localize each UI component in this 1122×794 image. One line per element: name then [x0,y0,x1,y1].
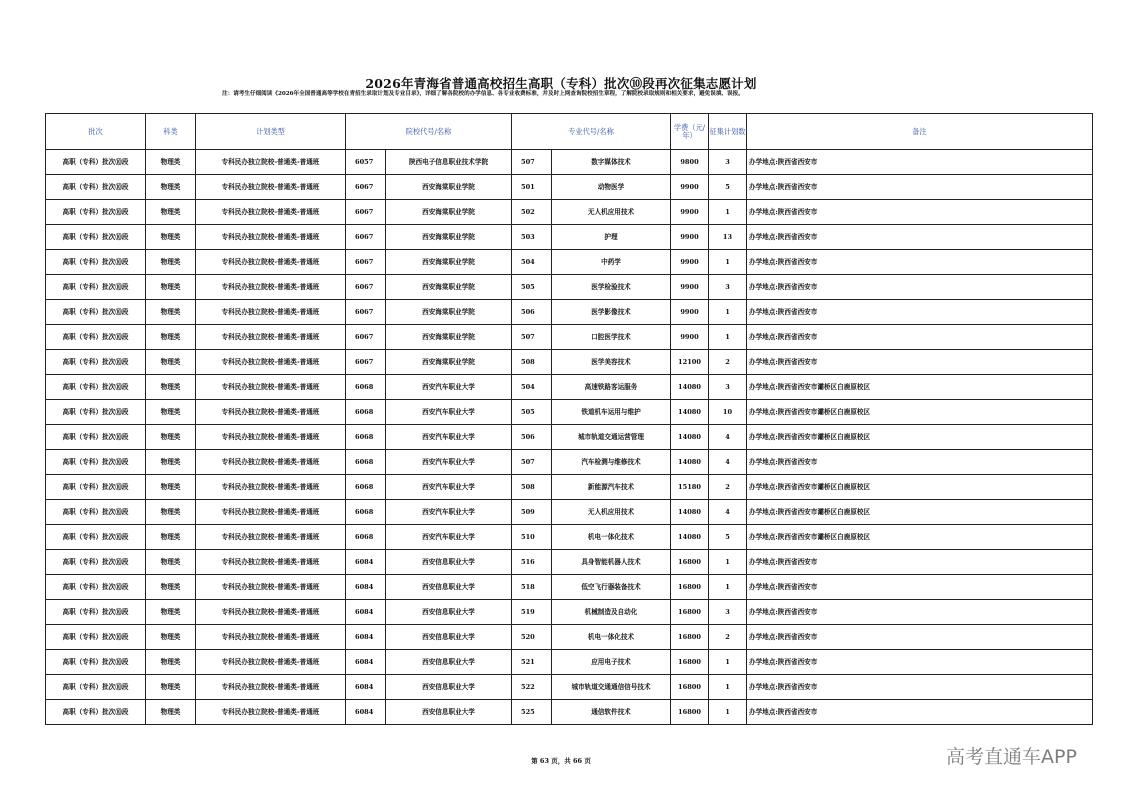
cell-plan-type: 专科民办独立院校-普通类-普通班 [196,450,346,475]
cell-major-name: 无人机应用技术 [552,500,671,525]
cell-tuition: 9900 [671,275,709,300]
cell-major-code: 520 [512,625,552,650]
cell-quota: 5 [709,525,747,550]
cell-subject: 物理类 [146,300,196,325]
cell-school-name: 西安海棠职业学院 [386,250,512,275]
cell-major-code: 508 [512,475,552,500]
cell-batch: 高职（专科）批次⑩段 [46,325,146,350]
cell-remark: 办学地点:陕西省西安市 [747,675,1093,700]
table-row [46,450,1093,475]
table-row [46,500,1093,525]
cell-major-name: 高速铁路客运服务 [552,375,671,400]
cell-plan-type: 专科民办独立院校-普通类-普通班 [196,350,346,375]
cell-quota: 2 [709,625,747,650]
cell-school-code: 6084 [346,600,386,625]
cell-school-code: 6084 [346,650,386,675]
cell-subject: 物理类 [146,400,196,425]
cell-quota: 2 [709,475,747,500]
cell-subject: 物理类 [146,600,196,625]
cell-batch: 高职（专科）批次⑩段 [46,225,146,250]
cell-quota: 4 [709,500,747,525]
cell-major-name: 应用电子技术 [552,650,671,675]
cell-major-name: 动物医学 [552,175,671,200]
cell-subject: 物理类 [146,200,196,225]
cell-subject: 物理类 [146,650,196,675]
cell-school-name: 西安海棠职业学院 [386,275,512,300]
cell-school-code: 6084 [346,700,386,725]
cell-subject: 物理类 [146,275,196,300]
cell-subject: 物理类 [146,325,196,350]
table-row [46,250,1093,275]
cell-batch: 高职（专科）批次⑩段 [46,550,146,575]
cell-batch: 高职（专科）批次⑩段 [46,450,146,475]
cell-quota: 1 [709,550,747,575]
cell-major-code: 505 [512,275,552,300]
cell-school-name: 西安信息职业大学 [386,600,512,625]
cell-tuition: 16800 [671,675,709,700]
cell-school-code: 6067 [346,175,386,200]
cell-remark: 办学地点:陕西省西安市 [747,625,1093,650]
cell-school-code: 6084 [346,675,386,700]
header-school: 院校代号/名称 [346,114,512,150]
cell-school-name: 西安汽车职业大学 [386,400,512,425]
cell-tuition: 16800 [671,650,709,675]
cell-major-code: 506 [512,300,552,325]
cell-subject: 物理类 [146,250,196,275]
table-row [46,200,1093,225]
cell-quota: 3 [709,600,747,625]
cell-tuition: 9900 [671,325,709,350]
cell-batch: 高职（专科）批次⑩段 [46,700,146,725]
cell-major-code: 508 [512,350,552,375]
cell-batch: 高职（专科）批次⑩段 [46,250,146,275]
cell-tuition: 9900 [671,175,709,200]
cell-major-code: 505 [512,400,552,425]
cell-quota: 1 [709,675,747,700]
table-row [46,300,1093,325]
table-row [46,375,1093,400]
cell-plan-type: 专科民办独立院校-普通类-普通班 [196,425,346,450]
cell-remark: 办学地点:陕西省西安市 [747,325,1093,350]
cell-school-name: 西安汽车职业大学 [386,475,512,500]
cell-subject: 物理类 [146,550,196,575]
cell-plan-type: 专科民办独立院校-普通类-普通班 [196,175,346,200]
cell-quota: 1 [709,300,747,325]
cell-major-name: 口腔医学技术 [552,325,671,350]
cell-major-name: 中药学 [552,250,671,275]
cell-school-name: 西安汽车职业大学 [386,425,512,450]
cell-quota: 1 [709,200,747,225]
cell-major-name: 机械制造及自动化 [552,600,671,625]
cell-batch: 高职（专科）批次⑩段 [46,600,146,625]
cell-quota: 3 [709,275,747,300]
table-row [46,550,1093,575]
cell-batch: 高职（专科）批次⑩段 [46,625,146,650]
cell-subject: 物理类 [146,625,196,650]
cell-remark: 办学地点:陕西省西安市灞桥区白鹿原校区 [747,525,1093,550]
cell-remark: 办学地点:陕西省西安市 [747,275,1093,300]
cell-school-code: 6068 [346,400,386,425]
cell-school-code: 6067 [346,300,386,325]
cell-school-code: 6067 [346,225,386,250]
header-quota: 征集计划数 [709,114,747,150]
cell-quota: 5 [709,175,747,200]
table-row [46,400,1093,425]
cell-batch: 高职（专科）批次⑩段 [46,425,146,450]
cell-school-name: 西安海棠职业学院 [386,325,512,350]
cell-plan-type: 专科民办独立院校-普通类-普通班 [196,675,346,700]
cell-school-name: 西安信息职业大学 [386,625,512,650]
cell-batch: 高职（专科）批次⑩段 [46,650,146,675]
cell-tuition: 16800 [671,700,709,725]
cell-school-name: 西安信息职业大学 [386,700,512,725]
cell-plan-type: 专科民办独立院校-普通类-普通班 [196,575,346,600]
cell-major-name: 具身智能机器人技术 [552,550,671,575]
page-number: 第 63 页，共 66 页 [531,757,591,765]
cell-major-name: 城市轨道交通通信信号技术 [552,675,671,700]
cell-major-code: 503 [512,225,552,250]
cell-batch: 高职（专科）批次⑩段 [46,675,146,700]
cell-batch: 高职（专科）批次⑩段 [46,575,146,600]
table-row [46,475,1093,500]
cell-school-code: 6084 [346,550,386,575]
cell-subject: 物理类 [146,700,196,725]
cell-school-code: 6084 [346,575,386,600]
cell-school-code: 6068 [346,500,386,525]
cell-school-code: 6067 [346,200,386,225]
cell-subject: 物理类 [146,150,196,175]
cell-quota: 1 [709,575,747,600]
cell-major-code: 518 [512,575,552,600]
cell-tuition: 14080 [671,450,709,475]
cell-school-code: 6068 [346,475,386,500]
cell-tuition: 15180 [671,475,709,500]
app-label: 高考直通车APP [946,746,1077,768]
cell-school-code: 6057 [346,150,386,175]
cell-major-code: 516 [512,550,552,575]
cell-tuition: 12100 [671,350,709,375]
cell-batch: 高职（专科）批次⑩段 [46,400,146,425]
cell-major-name: 通信软件技术 [552,700,671,725]
cell-school-code: 6068 [346,450,386,475]
cell-major-name: 医学美容技术 [552,350,671,375]
table-row [46,425,1093,450]
cell-batch: 高职（专科）批次⑩段 [46,300,146,325]
cell-subject: 物理类 [146,350,196,375]
cell-quota: 2 [709,350,747,375]
cell-major-name: 铁道机车运用与维护 [552,400,671,425]
cell-subject: 物理类 [146,525,196,550]
cell-remark: 办学地点:陕西省西安市 [747,600,1093,625]
header-major: 专业代号/名称 [512,114,671,150]
cell-major-code: 507 [512,325,552,350]
cell-subject: 物理类 [146,450,196,475]
table-row [46,600,1093,625]
cell-school-code: 6084 [346,625,386,650]
cell-remark: 办学地点:陕西省西安市 [747,700,1093,725]
table-row [46,700,1093,725]
cell-tuition: 9900 [671,250,709,275]
cell-school-name: 西安汽车职业大学 [386,525,512,550]
cell-major-code: 522 [512,675,552,700]
cell-quota: 4 [709,450,747,475]
cell-remark: 办学地点:陕西省西安市 [747,150,1093,175]
cell-remark: 办学地点:陕西省西安市 [747,200,1093,225]
table-row [46,575,1093,600]
cell-quota: 1 [709,700,747,725]
cell-subject: 物理类 [146,425,196,450]
cell-major-code: 525 [512,700,552,725]
table-row [46,675,1093,700]
cell-school-name: 西安海棠职业学院 [386,175,512,200]
cell-quota: 3 [709,150,747,175]
cell-major-code: 519 [512,600,552,625]
cell-tuition: 16800 [671,575,709,600]
table-row [46,625,1093,650]
cell-plan-type: 专科民办独立院校-普通类-普通班 [196,275,346,300]
cell-quota: 3 [709,375,747,400]
cell-school-name: 西安海棠职业学院 [386,200,512,225]
cell-batch: 高职（专科）批次⑩段 [46,175,146,200]
cell-major-code: 507 [512,150,552,175]
document-note: 注：请考生仔细阅读《2026年全国普通高等学校在青招生录取计划及专业目录》，详细了解各院校的办学信息、各专业收费标准，并及时上网查询院校招生章程，了解院校录取规则和相关要求，避免误填、误报。 [222,91,744,97]
cell-school-code: 6068 [346,525,386,550]
cell-major-name: 机电一体化技术 [552,625,671,650]
cell-school-name: 西安海棠职业学院 [386,350,512,375]
cell-school-name: 陕西电子信息职业技术学院 [386,150,512,175]
cell-school-code: 6067 [346,350,386,375]
table-row [46,325,1093,350]
cell-remark: 办学地点:陕西省西安市灞桥区白鹿原校区 [747,500,1093,525]
cell-major-code: 510 [512,525,552,550]
cell-remark: 办学地点:陕西省西安市 [747,575,1093,600]
cell-major-name: 医学检验技术 [552,275,671,300]
cell-remark: 办学地点:陕西省西安市 [747,650,1093,675]
cell-major-name: 医学影像技术 [552,300,671,325]
cell-major-code: 504 [512,375,552,400]
cell-major-code: 502 [512,200,552,225]
cell-quota: 4 [709,425,747,450]
cell-major-code: 506 [512,425,552,450]
cell-remark: 办学地点:陕西省西安市 [747,300,1093,325]
table-row [46,150,1093,175]
table-row [46,350,1093,375]
header-batch: 批次 [46,114,146,150]
table-header-row [46,114,1093,150]
cell-school-name: 西安信息职业大学 [386,650,512,675]
cell-school-name: 西安汽车职业大学 [386,500,512,525]
cell-subject: 物理类 [146,500,196,525]
cell-major-code: 509 [512,500,552,525]
cell-plan-type: 专科民办独立院校-普通类-普通班 [196,150,346,175]
cell-tuition: 14080 [671,400,709,425]
cell-plan-type: 专科民办独立院校-普通类-普通班 [196,250,346,275]
cell-batch: 高职（专科）批次⑩段 [46,200,146,225]
table-row [46,525,1093,550]
cell-quota: 1 [709,325,747,350]
cell-major-name: 新能源汽车技术 [552,475,671,500]
cell-school-code: 6067 [346,325,386,350]
cell-remark: 办学地点:陕西省西安市灞桥区白鹿原校区 [747,425,1093,450]
header-tuition: 学费（元/年） [671,114,709,150]
cell-plan-type: 专科民办独立院校-普通类-普通班 [196,600,346,625]
header-plan-type: 计划类型 [196,114,346,150]
cell-subject: 物理类 [146,225,196,250]
cell-school-name: 西安汽车职业大学 [386,450,512,475]
cell-school-name: 西安信息职业大学 [386,575,512,600]
cell-tuition: 9800 [671,150,709,175]
cell-quota: 1 [709,250,747,275]
cell-subject: 物理类 [146,375,196,400]
cell-plan-type: 专科民办独立院校-普通类-普通班 [196,550,346,575]
cell-plan-type: 专科民办独立院校-普通类-普通班 [196,500,346,525]
cell-major-name: 低空飞行器装备技术 [552,575,671,600]
cell-plan-type: 专科民办独立院校-普通类-普通班 [196,400,346,425]
cell-plan-type: 专科民办独立院校-普通类-普通班 [196,225,346,250]
table-row [46,225,1093,250]
cell-remark: 办学地点:陕西省西安市灞桥区白鹿原校区 [747,375,1093,400]
cell-batch: 高职（专科）批次⑩段 [46,475,146,500]
cell-quota: 10 [709,400,747,425]
table-body [46,150,1093,725]
cell-plan-type: 专科民办独立院校-普通类-普通班 [196,625,346,650]
cell-batch: 高职（专科）批次⑩段 [46,500,146,525]
table-row [46,650,1093,675]
cell-tuition: 14080 [671,425,709,450]
cell-quota: 1 [709,650,747,675]
cell-major-name: 护理 [552,225,671,250]
cell-tuition: 9900 [671,200,709,225]
document-title: 2026年青海省普通高校招生高职（专科）批次⑩段再次征集志愿计划 [365,76,757,91]
cell-school-name: 西安信息职业大学 [386,550,512,575]
cell-batch: 高职（专科）批次⑩段 [46,525,146,550]
cell-tuition: 9900 [671,225,709,250]
cell-remark: 办学地点:陕西省西安市 [747,550,1093,575]
cell-school-code: 6068 [346,375,386,400]
cell-remark: 办学地点:陕西省西安市 [747,250,1093,275]
cell-subject: 物理类 [146,475,196,500]
cell-school-code: 6068 [346,425,386,450]
cell-tuition: 14080 [671,525,709,550]
cell-plan-type: 专科民办独立院校-普通类-普通班 [196,375,346,400]
cell-major-code: 521 [512,650,552,675]
cell-school-name: 西安汽车职业大学 [386,375,512,400]
cell-plan-type: 专科民办独立院校-普通类-普通班 [196,475,346,500]
cell-tuition: 14080 [671,500,709,525]
header-subject: 科类 [146,114,196,150]
enrollment-plan-table [45,113,1093,725]
cell-remark: 办学地点:陕西省西安市 [747,450,1093,475]
cell-remark: 办学地点:陕西省西安市灞桥区白鹿原校区 [747,400,1093,425]
cell-plan-type: 专科民办独立院校-普通类-普通班 [196,700,346,725]
cell-major-name: 无人机应用技术 [552,200,671,225]
cell-batch: 高职（专科）批次⑩段 [46,275,146,300]
cell-tuition: 9900 [671,300,709,325]
table-row [46,175,1093,200]
cell-school-code: 6067 [346,275,386,300]
cell-school-name: 西安海棠职业学院 [386,225,512,250]
cell-batch: 高职（专科）批次⑩段 [46,375,146,400]
cell-plan-type: 专科民办独立院校-普通类-普通班 [196,300,346,325]
cell-tuition: 16800 [671,600,709,625]
cell-remark: 办学地点:陕西省西安市 [747,350,1093,375]
cell-subject: 物理类 [146,675,196,700]
cell-tuition: 14080 [671,375,709,400]
cell-major-name: 城市轨道交通运营管理 [552,425,671,450]
cell-major-name: 数字媒体技术 [552,150,671,175]
cell-quota: 13 [709,225,747,250]
header-remark: 备注 [747,114,1093,150]
cell-remark: 办学地点:陕西省西安市灞桥区白鹿原校区 [747,475,1093,500]
cell-major-code: 504 [512,250,552,275]
cell-plan-type: 专科民办独立院校-普通类-普通班 [196,650,346,675]
cell-school-name: 西安信息职业大学 [386,675,512,700]
cell-major-name: 机电一体化技术 [552,525,671,550]
cell-tuition: 16800 [671,550,709,575]
cell-subject: 物理类 [146,175,196,200]
cell-remark: 办学地点:陕西省西安市 [747,225,1093,250]
cell-school-name: 西安海棠职业学院 [386,300,512,325]
cell-plan-type: 专科民办独立院校-普通类-普通班 [196,325,346,350]
cell-plan-type: 专科民办独立院校-普通类-普通班 [196,525,346,550]
cell-batch: 高职（专科）批次⑩段 [46,150,146,175]
cell-subject: 物理类 [146,575,196,600]
cell-batch: 高职（专科）批次⑩段 [46,350,146,375]
table-row [46,275,1093,300]
cell-plan-type: 专科民办独立院校-普通类-普通班 [196,200,346,225]
cell-major-name: 汽车检测与维修技术 [552,450,671,475]
cell-remark: 办学地点:陕西省西安市 [747,175,1093,200]
cell-major-code: 501 [512,175,552,200]
cell-tuition: 16800 [671,625,709,650]
cell-major-code: 507 [512,450,552,475]
cell-school-code: 6067 [346,250,386,275]
